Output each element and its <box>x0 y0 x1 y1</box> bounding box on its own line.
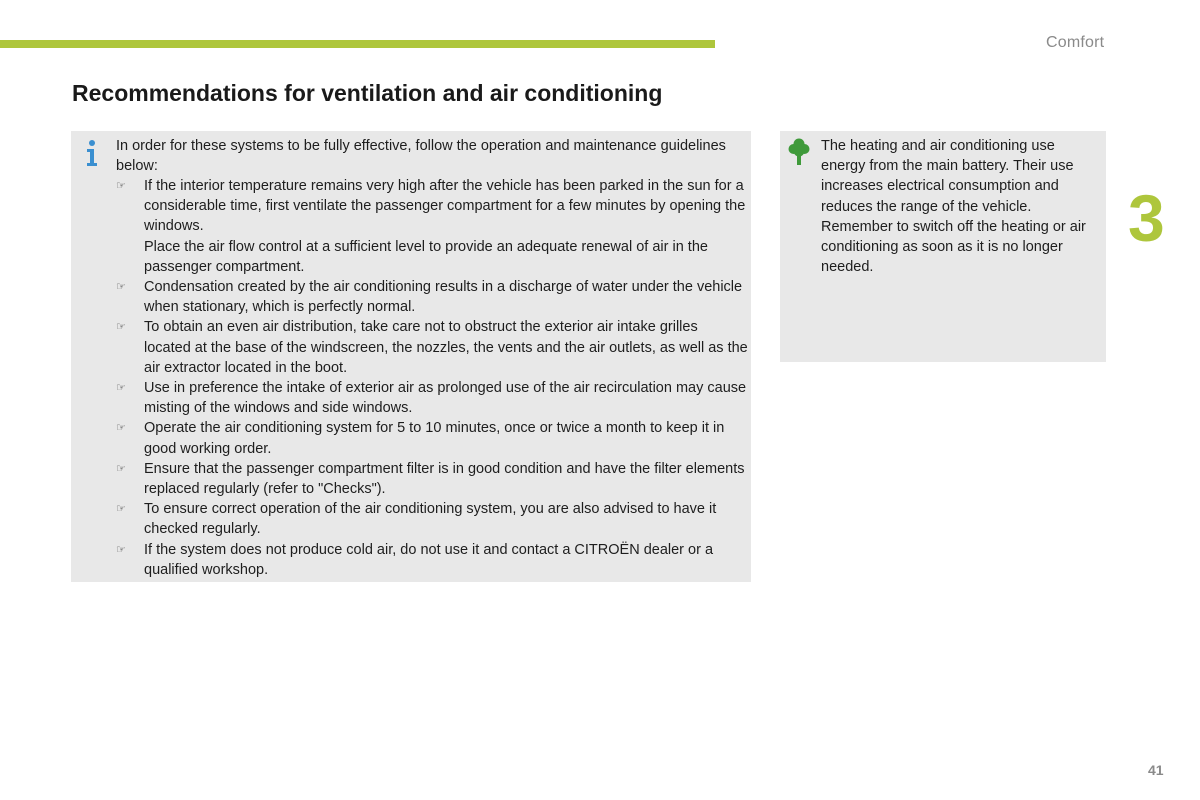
list-item-text: Use in preference the intake of exterior air as prolonged use of the air recirculation may cause misting of the windows and side windows. <box>144 380 747 417</box>
pointing-hand-icon: ☞ <box>116 462 126 475</box>
eco-tip-box <box>780 131 1106 362</box>
info-intro: In order for these systems to be fully effective, follow the operation and maintenance guidelines below: <box>116 138 726 175</box>
list-item-text: Ensure that the passenger compartment filter is in good condition and have the filter elements replaced regularly (refer to "Checks"). <box>144 460 745 498</box>
page-title: Recommendations for ventilation and air conditioning <box>72 80 663 106</box>
list-item <box>116 459 748 499</box>
list-item-text: To ensure correct operation of the air conditioning system, you are also advised to have it checked regularly. <box>144 501 717 538</box>
pointing-hand-icon: ☞ <box>116 422 126 435</box>
tree-icon <box>788 138 810 166</box>
list-item-extra: Place the air flow control at a sufficient level to provide an adequate renewal of air in the passenger compartment. <box>144 238 708 275</box>
pointing-hand-icon: ☞ <box>116 180 126 192</box>
list-item <box>116 378 748 418</box>
list-item <box>116 499 748 539</box>
pointing-hand-icon: ☞ <box>116 503 126 516</box>
list-item <box>116 540 748 580</box>
list-item <box>116 317 748 378</box>
list-item-text: Operate the air conditioning system for 5 to 10 minutes, once or twice a month to keep it in good working order. <box>144 420 725 457</box>
header-accent-bar <box>0 40 715 48</box>
pointing-hand-icon: ☞ <box>116 321 126 334</box>
chapter-number: 3 <box>1128 181 1165 255</box>
info-box <box>71 131 751 582</box>
info-icon <box>84 139 100 167</box>
pointing-hand-icon: ☞ <box>116 543 126 556</box>
list-item-text: If the system does not produce cold air, do not use it and contact a CITROËN dealer or a qualified workshop. <box>144 541 714 578</box>
section-label: Comfort <box>1046 34 1105 51</box>
list-item-text: If the interior temperature remains very high after the vehicle has been parked in the sun for a considerable time, first ventilate the passenger compartment for a few minutes by opening the windows. <box>144 178 746 235</box>
list-item <box>116 176 748 277</box>
list-item-text: To obtain an even air distribution, take care not to obstruct the exterior air intake grilles located at the base of the windscreen, the nozzles, the vents and the air outlets, as well as the air extractor located in the boot. <box>144 319 748 376</box>
info-list <box>116 176 748 580</box>
list-item <box>116 277 748 317</box>
list-item-text: Condensation created by the air conditioning results in a discharge of water under the vehicle when stationary, which is perfectly normal. <box>144 279 743 316</box>
list-item <box>116 418 748 458</box>
pointing-hand-icon: ☞ <box>116 281 126 294</box>
eco-tip-text: The heating and air conditioning use energy from the main battery. Their use increases electrical consumption and reduces the range of the vehicle. Remember to switch off the heating or air conditioning as soon as it is no longer needed. <box>821 138 1086 276</box>
pointing-hand-icon: ☞ <box>116 382 126 395</box>
page-number: 41 <box>1148 762 1164 778</box>
